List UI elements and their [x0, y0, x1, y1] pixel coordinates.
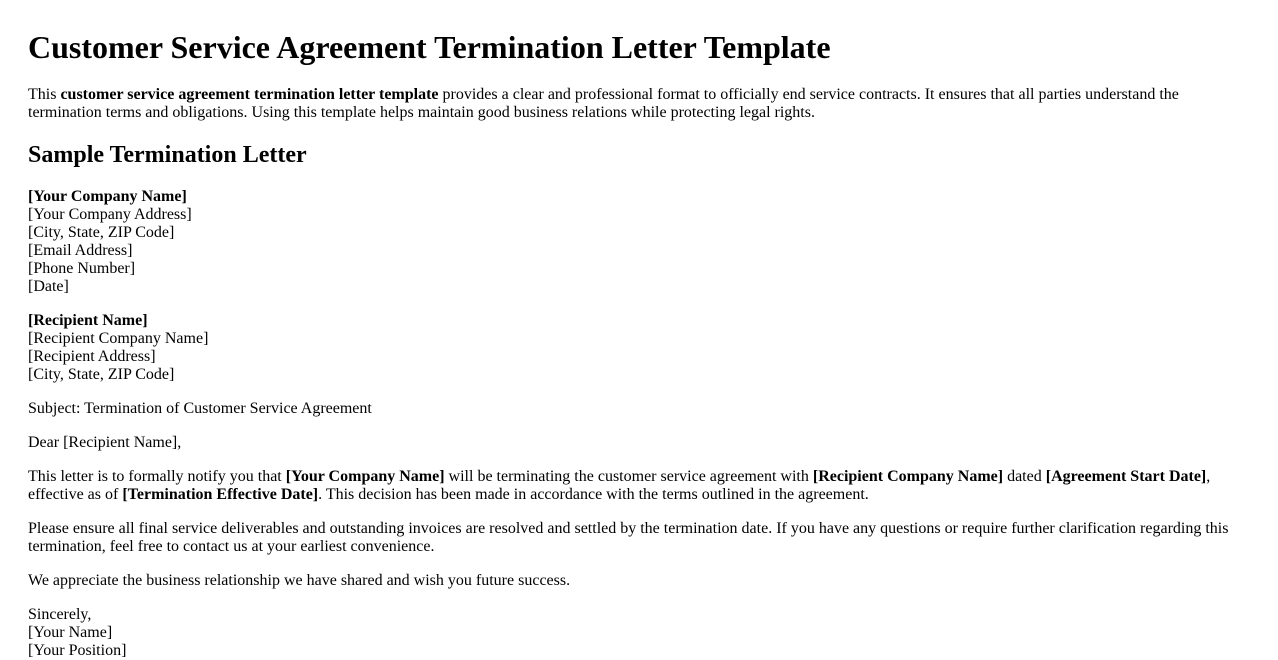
recipient-block: [28, 312, 1250, 384]
intro-prefix: This: [28, 86, 61, 103]
body-text: will be terminating the customer service agreement with: [444, 468, 813, 485]
sender-city-state-zip: [City, State, ZIP Code]: [28, 224, 175, 241]
body-text: dated: [1003, 468, 1046, 485]
intro-bold-phrase: customer service agreement termination letter template: [60, 86, 439, 103]
placeholder-recipient-company-name: [Recipient Company Name]: [812, 468, 1004, 485]
sender-phone: [Phone Number]: [28, 260, 136, 277]
body-text: This letter is to formally notify you that: [28, 468, 286, 485]
closing-block: [28, 606, 1250, 660]
recipient-address: [Recipient Address]: [28, 348, 156, 365]
body-text: , effective as of: [28, 468, 1211, 503]
signer-name: [Your Name]: [28, 624, 113, 641]
section-heading: Sample Termination Letter: [28, 142, 307, 168]
recipient-company-name: [Recipient Company Name]: [28, 330, 209, 347]
body-paragraph-2: Please ensure all final service deliverables and outstanding invoices are resolved and settled by the termination date. If you have any questions or require further clarification regarding this termination, feel free to contact us at your earliest convenience.: [28, 520, 1229, 555]
sender-company-name: [Your Company Name]: [28, 188, 187, 205]
sender-block: [28, 188, 1250, 296]
subject-line: Subject: Termination of Customer Service Agreement: [28, 400, 372, 417]
salutation: Dear [Recipient Name],: [28, 434, 182, 451]
sign-off: Sincerely,: [28, 606, 92, 623]
recipient-name: [Recipient Name]: [28, 312, 148, 329]
placeholder-agreement-start-date: [Agreement Start Date]: [1045, 468, 1207, 485]
sender-date: [Date]: [28, 278, 69, 295]
intro-suffix: provides a clear and professional format to officially end service contracts. It ensures that all parties understand the termination terms and obligations. Using this template helps maintain good business relations while protecting legal rights.: [28, 86, 1179, 121]
body-text: . This decision has been made in accordance with the terms outlined in the agreement.: [318, 486, 869, 503]
placeholder-termination-effective-date: [Termination Effective Date]: [122, 486, 319, 503]
sender-company-address: [Your Company Address]: [28, 206, 192, 223]
placeholder-your-company-name: [Your Company Name]: [285, 468, 445, 485]
body-paragraph-1: [28, 468, 1250, 504]
body-paragraph-3: We appreciate the business relationship we have shared and wish you future success.: [28, 572, 571, 589]
recipient-city-state-zip: [City, State, ZIP Code]: [28, 366, 175, 383]
page-title: Customer Service Agreement Termination Letter Template: [28, 29, 831, 65]
sender-email: [Email Address]: [28, 242, 133, 259]
signer-position: [Your Position]: [28, 642, 127, 659]
intro-paragraph: [28, 86, 1250, 122]
